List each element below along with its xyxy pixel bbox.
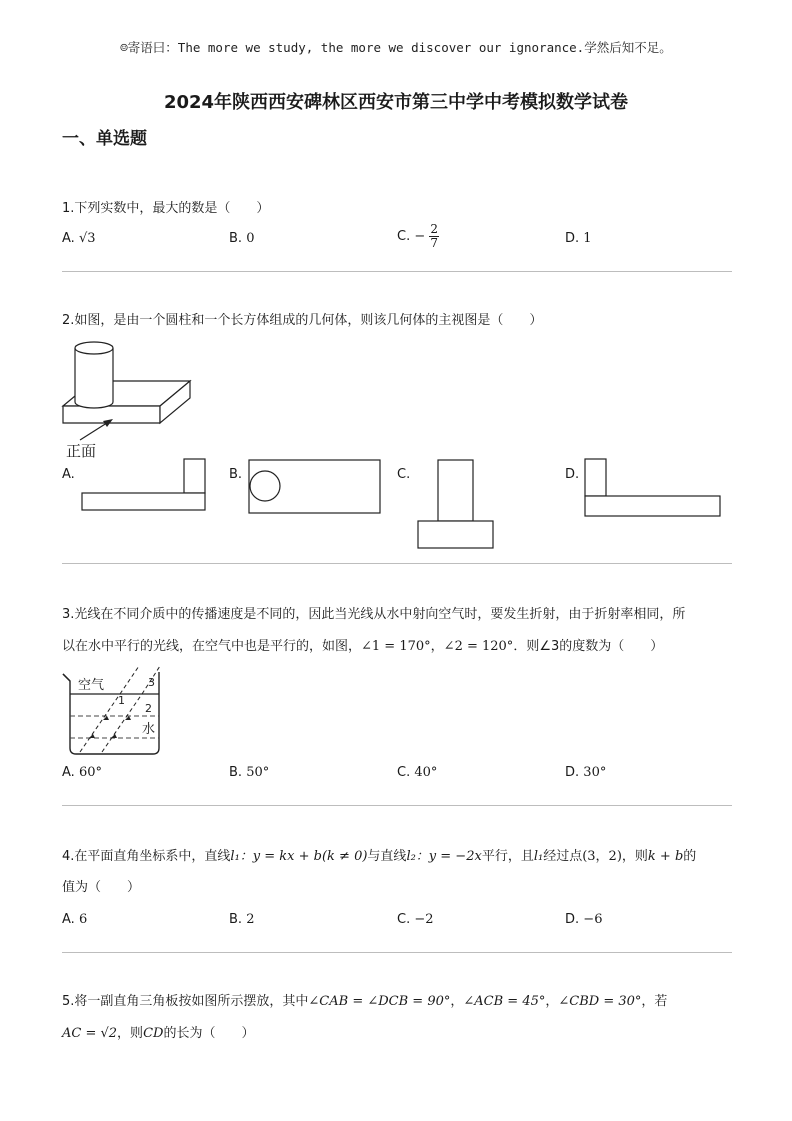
stem-text: 平行，且 (481, 849, 534, 864)
angle-2-value: ∠2 = 120° (443, 639, 514, 654)
option-sign: − (414, 229, 426, 244)
cd-segment: CD (143, 1026, 164, 1041)
fraction-numerator: 2 (430, 222, 439, 236)
stem-text: 与直线 (367, 849, 407, 864)
question-4-option-d[interactable] (565, 912, 602, 927)
tall-rectangle (585, 459, 606, 496)
option-letter: C. (397, 765, 411, 780)
option-letter: D. (565, 231, 580, 246)
question-4-option-c[interactable] (397, 912, 434, 927)
question-5-stem-line2 (62, 1023, 254, 1045)
stem-text: 的长为（ ） (163, 1026, 255, 1041)
option-value: 40° (414, 765, 438, 780)
option-value: 2 (246, 912, 255, 927)
question-4-option-b[interactable] (229, 912, 254, 927)
divider (62, 805, 732, 806)
option-letter: B. (229, 765, 243, 780)
question-1-option-d[interactable] (565, 231, 592, 246)
angle-3-label: 3 (148, 676, 155, 689)
option-value: −6 (583, 912, 603, 927)
air-label: 空气 (78, 678, 105, 693)
divider (62, 563, 732, 564)
divider (62, 271, 732, 272)
question-2-option-c-label[interactable]: C. (397, 467, 411, 482)
option-letter: B. (229, 231, 243, 246)
question-2-option-b-figure[interactable] (247, 458, 383, 516)
question-1-option-b[interactable] (229, 231, 254, 246)
angle-1-value: ∠1 = 170° (361, 639, 431, 654)
question-1-option-c[interactable] (397, 223, 439, 250)
tall-rectangle (438, 460, 473, 521)
question-2-option-d-label[interactable]: D. (565, 467, 580, 482)
question-2-option-a-figure[interactable] (80, 458, 210, 514)
option-letter: C. (397, 912, 411, 927)
line-1-equation: l₁：y = kx + b(k ≠ 0) (230, 849, 368, 864)
option-value: 60° (78, 765, 102, 780)
stem-text: ．则∠3的度数为（ ） (513, 639, 664, 654)
stem-text: ，若 (641, 994, 668, 1009)
question-4-stem-line1 (62, 846, 696, 868)
option-letter: D. (565, 765, 580, 780)
divider (62, 952, 732, 953)
option-value: √3 (78, 231, 96, 246)
stem-text: ，则 (621, 849, 648, 864)
light-ray-air (120, 666, 139, 694)
base-rectangle (585, 496, 720, 516)
question-3-refraction-figure (60, 664, 170, 758)
question-3-option-d[interactable] (565, 765, 606, 780)
stem-text: 的 (683, 849, 697, 864)
base-rectangle (82, 493, 205, 510)
tall-rectangle (184, 459, 205, 493)
question-1-option-a[interactable] (62, 231, 96, 246)
cylinder-top (75, 342, 113, 354)
question-3-stem-line1: 3.光线在不同介质中的传播速度是不同的，因此当光线从水中射向空气时，要发生折射，由于折射率相同，所 (62, 607, 686, 622)
angle-1-label: 1 (118, 694, 125, 707)
stem-text: 5.将一副直角三角板按如图所示摆放，其中 (62, 994, 309, 1009)
exam-title: 2024年陕西西安碑林区西安市第三中学中考模拟数学试卷 (163, 92, 629, 113)
question-3-option-c[interactable] (397, 765, 437, 780)
front-label: 正面 (66, 442, 97, 460)
ac-value: AC = √2 (62, 1026, 118, 1041)
condition-1: ∠CAB = ∠DCB = 90° (308, 994, 451, 1009)
condition-2: ∠ACB = 45° (463, 994, 546, 1009)
separator: ， (450, 994, 464, 1009)
option-value: 0 (246, 231, 255, 246)
option-value: 1 (583, 231, 592, 246)
option-letter: A. (62, 765, 75, 780)
option-letter: A. (62, 231, 75, 246)
question-3-option-b[interactable] (229, 765, 269, 780)
question-5-stem-line1 (62, 991, 667, 1013)
fraction (429, 223, 439, 250)
stem-text: 经过点 (543, 849, 583, 864)
line-1-name: l₁ (533, 849, 544, 864)
question-3-option-a[interactable] (62, 765, 102, 780)
option-value: 50° (246, 765, 270, 780)
option-value: −2 (414, 912, 434, 927)
motto-header: ☺寄语曰：The more we study, the more we discover our ignorance.学然后知不足。 (120, 40, 672, 55)
angle-2-label: 2 (145, 702, 152, 715)
question-3-stem-line2 (62, 636, 663, 658)
question-2-solid-figure (58, 336, 198, 462)
stem-text: 4.在平面直角坐标系中，直线 (62, 849, 231, 864)
fraction-denominator: 7 (430, 236, 439, 250)
option-letter: C. (397, 229, 411, 244)
water-label: 水 (142, 722, 156, 737)
option-letter: B. (229, 912, 243, 927)
expression: k + b (647, 849, 684, 864)
line-2-equation: l₂：y = −2x (406, 849, 482, 864)
light-ray-water (80, 694, 120, 752)
stem-text: 以在水中平行的光线，在空气中也是平行的，如图， (62, 639, 362, 654)
comma: ， (430, 639, 444, 654)
option-letter: D. (565, 912, 580, 927)
question-2-option-c-figure[interactable] (415, 458, 497, 552)
option-letter: A. (62, 912, 75, 927)
question-2-option-a-label[interactable]: A. (62, 467, 75, 482)
condition-3: ∠CBD = 30° (558, 994, 642, 1009)
point-coordinates: (3，2) (582, 849, 622, 864)
stem-text: ，则 (117, 1026, 144, 1041)
section-heading: 一、单选题 (62, 129, 147, 149)
separator: ， (545, 994, 559, 1009)
question-1-stem: 1.下列实数中，最大的数是（ ） (62, 201, 270, 216)
question-4-option-a[interactable] (62, 912, 87, 927)
question-2-option-b-label[interactable]: B. (229, 467, 243, 482)
option-value: 6 (78, 912, 88, 927)
cylinder-body (75, 348, 113, 408)
question-2-option-d-figure[interactable] (583, 458, 725, 520)
base-rectangle (418, 521, 493, 548)
option-value: 30° (583, 765, 607, 780)
circle-shape (250, 471, 280, 501)
question-4-stem-line2: 值为（ ） (62, 880, 141, 895)
question-2-stem: 2.如图，是由一个圆柱和一个长方体组成的几何体，则该几何体的主视图是（ ） (62, 313, 543, 328)
